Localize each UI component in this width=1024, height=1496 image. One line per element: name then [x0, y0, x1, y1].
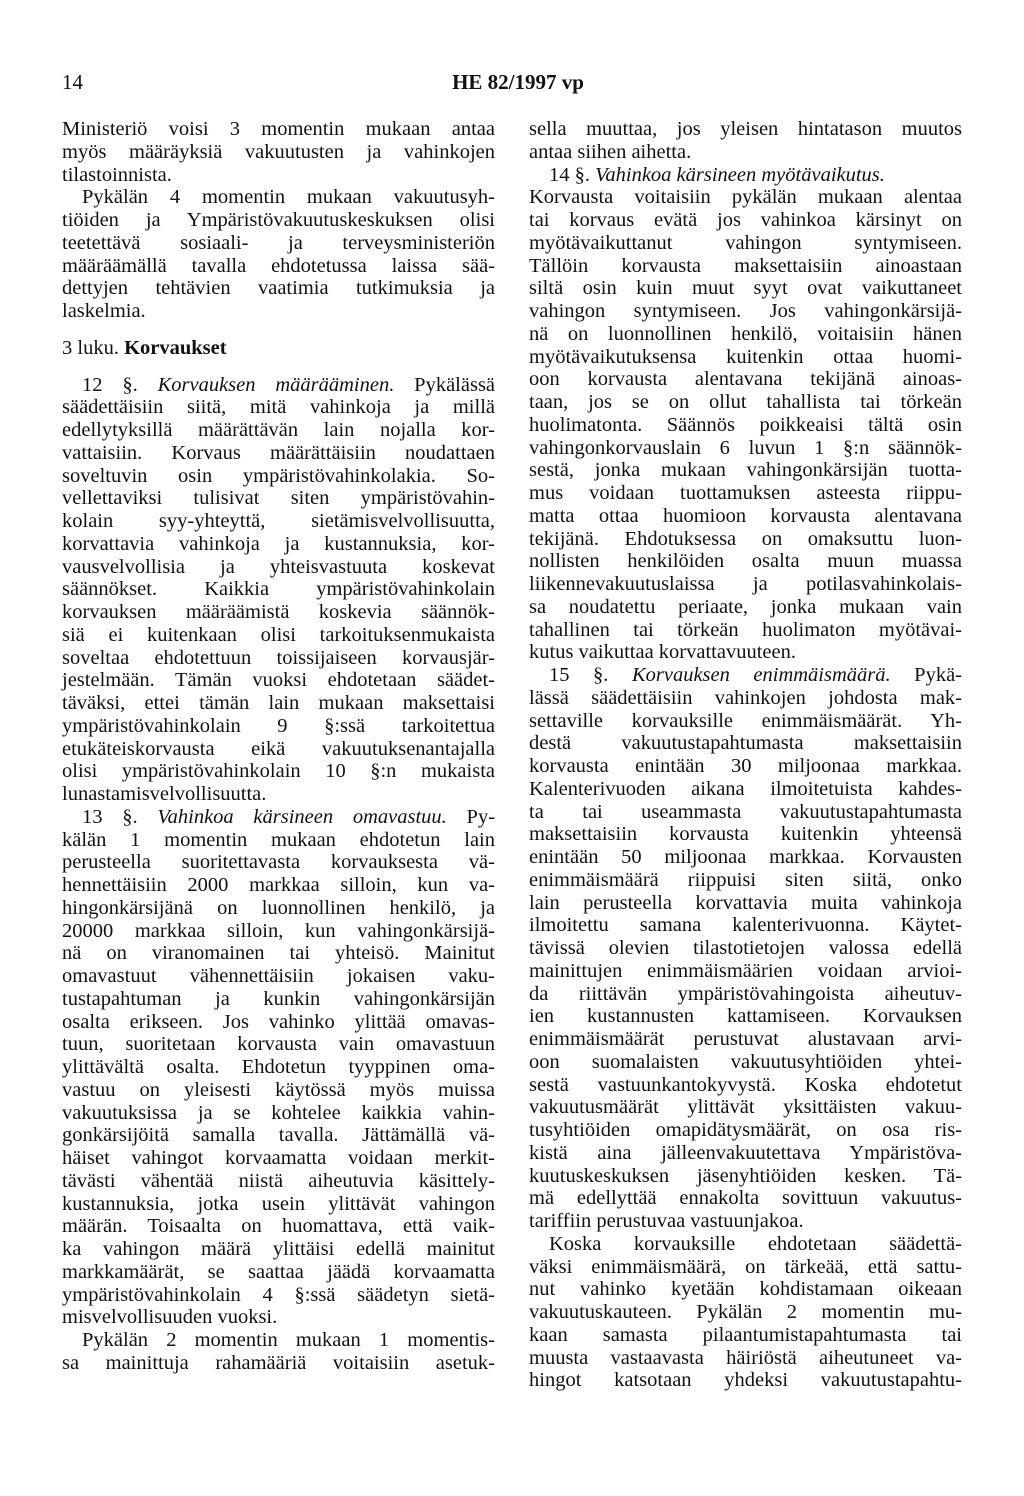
text-line: sa noudatettu periaate, jonka mukaan vain — [529, 595, 962, 618]
text-line: matta ottaa huomioon korvausta alentavana — [529, 504, 962, 527]
text-line: sella muuttaa, jos yleisen hintatason muutos — [529, 118, 962, 140]
text-line: vausvelvollisia ja yhteisvastuuta koskevat — [62, 555, 495, 578]
text-line: lunastamisvelvollisuutta. — [62, 783, 267, 805]
right-column — [529, 118, 962, 1392]
section-14 — [529, 164, 962, 665]
text-line: tävissä olevien tilastotietojen valossa edellä — [529, 937, 962, 959]
text-line: vahingon syntymiseen. Jos vahingonkärsijä- — [529, 300, 962, 322]
section-title: Vahinkoa kärsineen myötävaikutus. — [595, 163, 885, 186]
text-line: Koska korvauksille ehdotetaan säädettä- — [549, 1232, 962, 1255]
text-line: korvausta enintään 30 miljoonaa markkaa. — [529, 755, 962, 777]
text-line: laskelmia. — [62, 300, 146, 322]
text-line: nut vahinko kyetään kohdistamaan oikeaan — [529, 1278, 962, 1301]
text-line: tävästi vähentää niistä aiheutuvia käsittely- — [62, 1169, 495, 1192]
text-line: sa mainittuja rahamääriä voitaisiin asetuk- — [62, 1351, 495, 1374]
text-line: Tällöin korvausta maksettaisiin ainoastaan — [529, 254, 962, 277]
text-line: olisi ympäristövahinkolain 10 §:n mukaista — [62, 760, 495, 783]
section-first-line — [62, 806, 495, 829]
text-line: säädettäisiin siitä, mitä vahinkoja ja millä — [62, 396, 495, 419]
text-line: teetettävä sosiaali- ja terveysministeriön — [62, 231, 495, 254]
text-line: kaan samasta pilaantumistapahtumasta tai — [529, 1323, 962, 1346]
text-line: soveltaa ehdotettuun toissijaiseen korvausjär- — [62, 646, 495, 669]
chapter-title: Korvaukset — [124, 336, 227, 359]
text-line: perusteella suoritettavasta korvauksesta vä- — [62, 851, 495, 874]
text-line: Kalenterivuoden aikana ilmoitetuista kahdes- — [529, 777, 962, 800]
text-line: jestelmään. Tämän vuoksi ehdotetaan säädet- — [62, 669, 495, 692]
text-line: lässä säädettäisiin vahinkojen johdosta mak- — [529, 686, 962, 709]
page-header — [62, 70, 974, 100]
text-line: tuun, suoritetaan korvausta vain omavastuun — [62, 1033, 495, 1056]
text-line: hennettäisiin 2000 markkaa silloin, kun va- — [62, 874, 495, 896]
section-number: 12 §. — [82, 373, 138, 396]
text-line: nollisten henkilöiden osalta muun muassa — [529, 550, 962, 573]
text-line: Ministeriö voisi 3 momentin mukaan antaa — [62, 118, 495, 140]
text-line: markkamäärät, se saattaa jäädä korvaamatta — [62, 1260, 495, 1283]
text-line: ympäristövahinkolain 4 §:ssä säädetyn sietä- — [62, 1283, 495, 1306]
text-line: hingot katsotaan yhdeksi vakuutustapahtu- — [529, 1369, 962, 1392]
text-line: nä on viranomainen tai yhteisö. Mainitut — [62, 942, 495, 965]
paragraph-ministry — [62, 118, 495, 186]
text-line: omavastuut vähennettäisiin jokaisen vaku- — [62, 965, 495, 987]
text-line: maksettaisiin korvausta kuitenkin yhteensä — [529, 823, 962, 846]
chapter-heading — [62, 337, 495, 360]
text-line: ylittävältä osalta. Ehdotetun tyyppinen oma- — [62, 1056, 495, 1078]
text-line: Pykälän 2 momentin mukaan 1 momentis- — [82, 1329, 495, 1351]
text-line: väksi enimmäismäärä, on tärkeää, että sattu- — [529, 1255, 962, 1278]
chapter-number: 3 luku. — [62, 336, 119, 359]
text-line: Pykälän 4 momentin mukaan vakuutusyh- — [82, 186, 495, 209]
text-line: ympäristövahinkolain 9 §:ssä tarkoitettua — [62, 714, 495, 737]
text-line: hingonkärsijänä on luonnollinen henkilö, ja — [62, 896, 495, 919]
text-line: täväksi, ettei tämän lain mukaan maksettaisi — [62, 692, 495, 714]
text-line: nä on luonnollinen henkilö, voitaisiin hänen — [529, 322, 962, 345]
text-line: settaville korvauksille enimmäismäärät. Yh- — [529, 709, 962, 732]
text-line: tiöiden ja Ympäristövakuutuskeskuksen olisi — [62, 209, 495, 231]
text-line: sestä vastuunkantokyvystä. Koska ehdotetut — [529, 1073, 962, 1096]
text-line: vattaisiin. Korvaus määrättäisiin noudattaen — [62, 441, 495, 464]
text-line: etukäteiskorvausta eikä vakuutuksenantajalla — [62, 737, 495, 760]
section-first-line — [529, 664, 962, 687]
text-line: enimmäismäärät perustuvat alustavaan arvi- — [529, 1028, 962, 1050]
text-line: lain perusteella korvattavia muita vahinkoja — [529, 891, 962, 914]
text-line: määräämällä tavalla ehdotetussa laissa sää- — [62, 254, 495, 277]
text-line: ilmoitettu samana kalenterivuonna. Käytet- — [529, 914, 962, 937]
text-line: tekijänä. Ehdotuksessa on omaksuttu luon- — [529, 527, 962, 550]
text-line: taan, jos se on ollut tahallista tai törkeän — [529, 391, 962, 413]
text-line: vahingonkorvauslain 6 luvun 1 §:n säännök- — [529, 436, 962, 459]
text-line: korvattavia vahinkoja ja kustannuksia, kor- — [62, 532, 495, 555]
text-fragment: Py- — [466, 805, 496, 828]
text-line: muusta vastaavasta häiriöstä aiheutuneet va- — [529, 1346, 962, 1369]
text-line: siltä osin kuin muut syyt ovat vaikuttaneet — [529, 277, 962, 300]
text-line: tustapahtuman ja kunkin vahingonkärsijän — [62, 987, 495, 1010]
text-line: liikennevakuutuslaissa ja potilasvahinkolais- — [529, 573, 962, 595]
section-number: 14 §. — [549, 163, 590, 186]
text-line: misvelvollisuuden vuoksi. — [62, 1306, 278, 1329]
text-line: ka vahingon määrä ylittäisi edellä mainitut — [62, 1238, 495, 1260]
text-line: vellettaviksi tulisivat siten ympäristövahin- — [62, 487, 495, 510]
text-line: kuutuskeskuksen jäsenyhtiöiden kesken. Tä- — [529, 1164, 962, 1187]
text-line: enimmäismäärä riippuisi siten siitä, onko — [529, 868, 962, 891]
paragraph-section-4 — [62, 186, 495, 323]
section-15 — [529, 664, 962, 1233]
text-line: tahallinen tai törkeän huolimaton myötävai- — [529, 618, 962, 641]
section-title: Korvauksen enimmäismäärä. — [631, 664, 891, 686]
text-line: säännökset. Kaikkia ympäristövahinkolain — [62, 578, 495, 601]
left-column — [62, 118, 495, 1375]
text-line: antaa siihen aihetta. — [529, 140, 692, 163]
text-line: edellytyksillä määrättävän lain nojalla kor- — [62, 419, 495, 441]
text-line: tusyhtiöiden omapidätysmäärät, on osa ris- — [529, 1119, 962, 1141]
text-line: kälän 1 momentin mukaan ehdotetun lain — [62, 828, 495, 851]
text-fragment: Pykälässä — [414, 373, 496, 396]
document-id: HE 82/1997 vp — [452, 70, 584, 94]
section-number: 13 §. — [82, 805, 138, 828]
text-line: kistä aina jälleenvakuutettava Ympäristöva- — [529, 1141, 962, 1164]
paragraph-continuation — [529, 118, 962, 164]
text-line: mainittujen enimmäismäärien voidaan arvioi- — [529, 959, 962, 982]
text-line: gonkärsijöitä samalla tavalla. Jättämällä vä- — [62, 1124, 495, 1147]
text-line: mus voidaan tuottamuksen asteesta riippu- — [529, 482, 962, 504]
text-line: ta tai useammasta vakuutustapahtumasta — [529, 800, 962, 823]
text-line: destä vakuutustapahtumasta maksettaisiin — [529, 732, 962, 755]
paragraph-amounts — [62, 1329, 495, 1375]
paragraph-insurance-period — [529, 1233, 962, 1392]
text-line: myötävaikuttanut vahingon syntymiseen. — [529, 231, 962, 254]
text-line: kutus vaikuttaa korvattavuuteen. — [529, 641, 796, 664]
section-first-line — [529, 164, 962, 187]
text-line: kustannuksia, jotka usein ylittävät vahingon — [62, 1192, 495, 1215]
section-title: Vahinkoa kärsineen omavastuu. — [157, 805, 447, 828]
text-line: myös määräyksiä vakuutusten ja vahinkojen — [62, 140, 495, 163]
text-line: oon suomalaisten vakuutusyhtiöiden yhtei- — [529, 1050, 962, 1073]
text-line: määrän. Toisaalta on huomattava, että vaik- — [62, 1215, 495, 1238]
text-line: soveltuvin osin ympäristövahinkolakia. So- — [62, 464, 495, 487]
page-number: 14 — [62, 70, 83, 94]
text-line: vakuutuskauteen. Pykälän 2 momentin mu- — [529, 1301, 962, 1323]
section-12 — [62, 374, 495, 806]
text-line: da riittävän ympäristövahingoista aiheutuv- — [529, 982, 962, 1005]
text-line: häiset vahingot korvaamatta voidaan merkit- — [62, 1147, 495, 1169]
text-line: enintään 50 miljoonaa markkaa. Korvausten — [529, 846, 962, 868]
text-line: ien kustannusten kattamiseen. Korvauksen — [529, 1005, 962, 1028]
text-line: korvauksen määräämistä koskevia säännök- — [62, 601, 495, 623]
text-line: Korvausta voitaisiin pykälän mukaan alentaa — [529, 186, 962, 209]
text-line: kolain syy-yhteyttä, sietämisvelvollisuutta, — [62, 510, 495, 532]
text-line: sestä, jonka mukaan vahingonkärsijän tuotta- — [529, 459, 962, 482]
section-title: Korvauksen määrääminen. — [157, 373, 395, 396]
text-line: vakuutuksissa ja se kohtelee kaikkia vahin- — [62, 1101, 495, 1124]
text-line: tilastoinnista. — [62, 163, 172, 186]
text-line: dettyjen tehtävien vaatimia tutkimuksia ja — [62, 277, 495, 300]
text-line: tariffiin perustuvaa vastuunjakoa. — [529, 1210, 804, 1232]
text-line: huolimatonta. Säännös poikkeaisi tältä osin — [529, 413, 962, 436]
text-line: vastuu on yleisesti käytössä myös muissa — [62, 1078, 495, 1101]
text-line: osalta erikseen. Jos vahinko ylittää omavas- — [62, 1010, 495, 1033]
text-line: tai korvaus evätä jos vahinkoa kärsinyt on — [529, 209, 962, 231]
text-line: mä edellyttää ennakolta sovittuun vakuutus- — [529, 1187, 962, 1210]
section-number: 15 §. — [549, 664, 609, 686]
text-fragment: Pykä- — [914, 664, 962, 686]
text-line: siä ei kuitenkaan olisi tarkoituksenmukaista — [62, 623, 495, 646]
text-line: vakuutusmäärät ylittävät yksittäisten vakuu- — [529, 1096, 962, 1119]
text-line: oon korvausta alentavana tekijänä ainoas- — [529, 368, 962, 391]
text-line: myötävaikutuksensa kuitenkin ottaa huomi- — [529, 345, 962, 368]
section-13 — [62, 806, 495, 1329]
text-line: 20000 markkaa silloin, kun vahingonkärsijä- — [62, 919, 495, 942]
section-first-line — [62, 374, 495, 397]
